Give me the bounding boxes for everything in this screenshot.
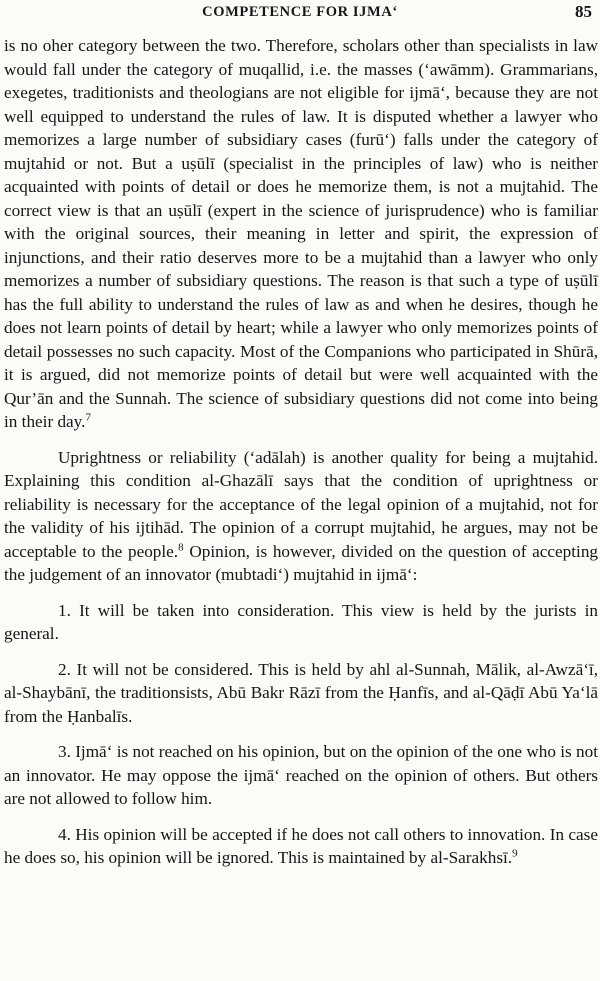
footnote-marker-7: 7	[85, 411, 91, 424]
running-title: COMPETENCE FOR IJMA‘	[202, 4, 398, 20]
body-text	[4, 34, 598, 870]
page-number: 85	[575, 2, 592, 21]
paragraph-1	[4, 34, 598, 434]
page-header	[0, 2, 600, 30]
paragraph-1-text: is no oher category between the two. Therefore, scholars other than specialists in law would fall under the category of muqallid, i.e. the masses (‘awāmm). Grammarians, exegetes, traditionists and theologians are not eligible for ijmā‘, because they are not well equipped to understand the rules of law. It is disputed whether a lawyer who memorizes a large number of subsidiary cases (furū‘) falls under the category of mujtahid or not. But a uṣūlī (specialist in the principles of law) who is neither acquainted with points of detail or does he memorize them, is not a mujtahid. The correct view is that an uṣūlī (expert in the science of jurisprudence) who is familiar with the original sources, their meaning in letter and spirit, the expression of injunctions, and their ratio deserves more to be a mujtahid than a lawyer who only memorizes a number of subsidiary questions. The reason is that such a type of uṣūlī has the full ability to understand the rules of law as and when he desires, though he does not learn points of detail by heart; while a lawyer who only memorizes points of detail possesses no such capacity. Most of the Companions who participated in Shūrā, it is argued, did not memorize points of detail but were well acquainted with the Qur’ān and the Sunnah. The science of subsidiary questions did not come into being in their day.	[4, 36, 598, 431]
footnote-marker-9: 9	[512, 847, 518, 860]
list-item-4	[4, 823, 598, 870]
paragraph-2	[4, 446, 598, 587]
list-item-1	[4, 599, 598, 646]
footnote-marker-8: 8	[178, 540, 184, 553]
list-item-1-text: 1. It will be taken into consideration. This view is held by the jurists in general.	[4, 600, 598, 643]
list-item-2	[4, 658, 598, 729]
list-item-4-text: 4. His opinion will be accepted if he does not call others to innovation. In case he does so, his opinion will be ignored. This is maintained by al-Sarakhsī.	[4, 824, 598, 867]
list-item-3	[4, 740, 598, 811]
list-item-3-text: 3. Ijmā‘ is not reached on his opinion, but on the opinion of the one who is not an innovator. He may oppose the ijmā‘ reached on the opinion of others. But others are not allowed to follow him.	[4, 742, 598, 808]
paragraph-2-continuation: Opinion, is however, divided on the question of accepting the judgement of an innovator (mubtadi‘) mujtahid in ijmā‘:	[4, 541, 599, 584]
list-item-2-text: 2. It will not be considered. This is held by ahl al-Sunnah, Mālik, al-Awzā‘ī, al-Shaybānī, the traditionsists, Abū Bakr Rāzī from the Ḥanfīs, and al-Qāḍī Abū Ya‘lā from the Ḥanbalīs.	[4, 659, 598, 726]
paragraph-2-text: Uprightness or reliability (‘adālah) is another quality for being a mujtahid. Explaining this condition al-Ghazālī says that the condition of uprightness or reliability is necessary for the acceptance of the legal opinion of a mujtahid, not for the validity of his ijtihād. The opinion of a corrupt mujtahid, he argues, may not be acceptable to the people.	[4, 447, 598, 561]
